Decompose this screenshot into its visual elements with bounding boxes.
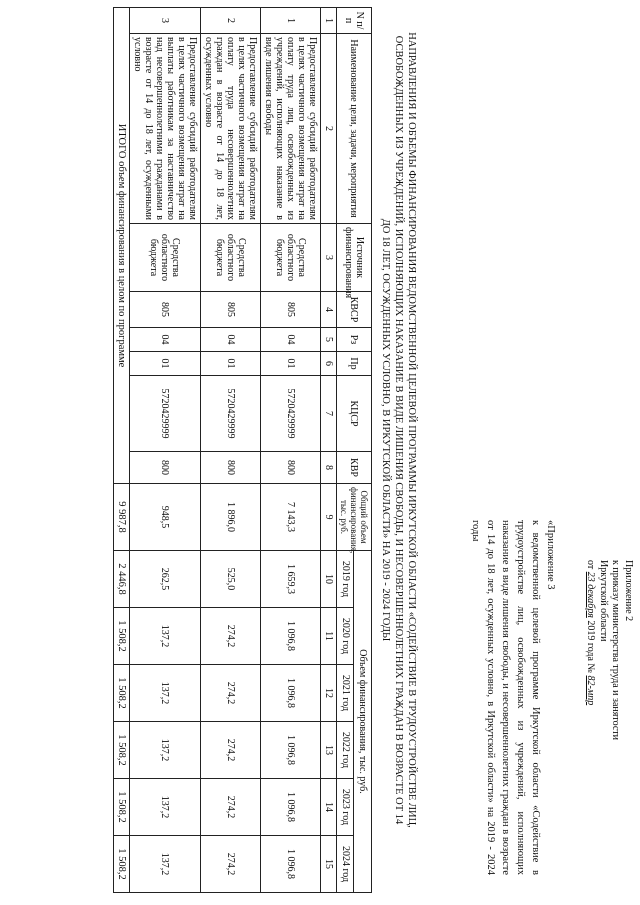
table-row [261, 8, 321, 893]
header-volume: Объем финансирования, тыс. руб. [354, 551, 372, 893]
row-year-value: 1 096,8 [261, 608, 321, 665]
header-num: N п/п [337, 8, 372, 34]
column-number: 5 [321, 328, 337, 352]
total-year-value: 1 508,2 [114, 836, 130, 893]
column-number: 1 [321, 8, 337, 34]
row-year-value: 1 096,8 [261, 836, 321, 893]
row-num: 1 [261, 8, 321, 34]
row-pr: 01 [130, 352, 201, 376]
appendix-date-line [584, 560, 597, 880]
row-kvsr: 805 [201, 292, 261, 328]
appendix-line: Иркутской области [598, 560, 609, 642]
total-row [114, 8, 130, 893]
program-appendix-body: к ведомственной целевой программе Иркутской области «Содействие в трудоустройстве лиц, освобожденных из учреждений, исполняющих наказание в виде лишения свободы, и несовершеннолетних граждан в возрасте от 14 до 18 лет, осужденных условно, в Иркутской области» на 2019 - 2024 годы [470, 520, 541, 875]
column-number: 9 [321, 484, 337, 551]
document-title: НАПРАВЛЕНИЯ И ОБЪЕМЫ ФИНАНСИРОВАНИЯ ВЕДОМСТВЕННОЙ ЦЕЛЕВОЙ ПРОГРАММЫ ИРКУТСКОЙ ОБЛАСТИ «СОДЕЙСТВИЕ В ТРУДОУСТРОЙСТВЕ ЛИЦ, ОСВОБОЖДЕННЫХ ИЗ УЧРЕЖДЕНИЙ, ИСПОЛНЯЮЩИХ НАКАЗАНИЕ В ВИДЕ ЛИШЕНИЯ СВОБОДЫ, И НЕСОВЕРШЕННОЛЕТНИХ ГРАЖДАН В ВОЗРАСТЕ ОТ 14 ДО 18 ЛЕТ, ОСУЖДЕННЫХ УСЛОВНО, В ИРКУТСКОЙ ОБЛАСТИ» НА 2019 - 2024 ГОДЫ [380, 32, 417, 828]
row-rz: 04 [201, 328, 261, 352]
row-year-value: 137,2 [130, 779, 201, 836]
row-year-value: 1 659,3 [261, 551, 321, 608]
total-year-value: 1 508,2 [114, 608, 130, 665]
row-pr: 01 [201, 352, 261, 376]
row-kvsr: 805 [261, 292, 321, 328]
row-year-value: 137,2 [130, 608, 201, 665]
total-sum: 9 987,8 [114, 484, 130, 551]
row-year-value: 274,2 [201, 608, 261, 665]
row-name: Предоставление субсидий работодателям в целях частичного возмещения затрат на оплату труда лиц, освобожденных из учреждений, исполняющих наказание в виде лишения свободы [261, 34, 321, 224]
appendix-from: от [585, 560, 597, 570]
header-row [354, 8, 372, 893]
header-kvr: КВР [337, 452, 372, 484]
header-source: Источник финансирования [337, 224, 372, 292]
column-number: 10 [321, 551, 337, 608]
row-kcsr: 5720429999 [130, 376, 201, 452]
row-year-value: 137,2 [130, 665, 201, 722]
table-row [130, 8, 201, 893]
total-year-value: 1 508,2 [114, 779, 130, 836]
row-num: 2 [201, 8, 261, 34]
appendix-order-number: 82-мпр [585, 675, 597, 706]
column-number: 7 [321, 376, 337, 452]
row-source: Средства областного бюджета [261, 224, 321, 292]
row-total: 948,5 [130, 484, 201, 551]
header-year: 2021 год [337, 665, 355, 722]
row-year-value: 274,2 [201, 665, 261, 722]
header-year: 2020 год [337, 608, 355, 665]
header-rz: Рз [337, 328, 372, 352]
column-number: 8 [321, 452, 337, 484]
table-row [201, 8, 261, 893]
appendix-year-no: 2019 года № [585, 620, 597, 673]
program-appendix-note [468, 520, 558, 875]
row-kvr: 800 [261, 452, 321, 484]
header-kvsr: КВСР [337, 292, 372, 328]
row-name: Предоставление субсидий работодателям в целях частичного возмещения затрат на оплату труда несовершеннолетних граждан в возрасте от 14 до 18 лет, осужденных условно [201, 34, 261, 224]
header-year: 2024 год [337, 836, 355, 893]
row-source: Средства областного бюджета [201, 224, 261, 292]
total-year-value: 1 508,2 [114, 722, 130, 779]
header-year: 2023 год [337, 779, 355, 836]
row-rz: 04 [130, 328, 201, 352]
column-number: 15 [321, 836, 337, 893]
header-name: Наименование цели, задачи, мероприятия [337, 34, 372, 224]
row-source: Средства областного бюджета [130, 224, 201, 292]
column-number: 2 [321, 34, 337, 224]
row-kvr: 800 [130, 452, 201, 484]
appendix-header [584, 560, 634, 880]
row-year-value: 1 096,8 [261, 779, 321, 836]
row-year-value: 1 096,8 [261, 722, 321, 779]
row-year-value: 262,5 [130, 551, 201, 608]
row-total: 7 143,3 [261, 484, 321, 551]
header-kcsr: КЦСР [337, 376, 372, 452]
row-year-value: 274,2 [201, 779, 261, 836]
header-year: 2022 год [337, 722, 355, 779]
appendix-date: 23 декабря [585, 571, 597, 618]
financing-table [113, 7, 372, 893]
total-label: ИТОГО объем финансирования в целом по программе [114, 8, 130, 484]
column-number: 4 [321, 292, 337, 328]
total-year-value: 1 508,2 [114, 665, 130, 722]
row-year-value: 274,2 [201, 722, 261, 779]
row-year-value: 274,2 [201, 836, 261, 893]
row-rz: 04 [261, 328, 321, 352]
row-total: 1 896,0 [201, 484, 261, 551]
column-number: 14 [321, 779, 337, 836]
column-number: 12 [321, 665, 337, 722]
column-number: 3 [321, 224, 337, 292]
appendix-line: Приложение 2 [623, 560, 634, 622]
column-number-row [321, 8, 337, 893]
row-name: Предоставление субсидий работодателям в целях частичного возмещения затрат на выплаты работникам за наставничество над несовершеннолетними гражданами в возрасте от 14 до 18 лет, осужденными условно [130, 34, 201, 224]
total-year-value: 2 446,8 [114, 551, 130, 608]
header-year: 2019 год [337, 551, 355, 608]
row-num: 3 [130, 8, 201, 34]
row-kvsr: 805 [130, 292, 201, 328]
row-kcsr: 5720429999 [201, 376, 261, 452]
row-kvr: 800 [201, 452, 261, 484]
row-year-value: 1 096,8 [261, 665, 321, 722]
row-pr: 01 [261, 352, 321, 376]
row-year-value: 137,2 [130, 722, 201, 779]
appendix-line: к приказу министерства труда и занятости [610, 560, 622, 741]
column-number: 13 [321, 722, 337, 779]
column-number: 6 [321, 352, 337, 376]
row-year-value: 525,0 [201, 551, 261, 608]
program-appendix-label: «Приложение 3 [545, 520, 556, 590]
row-kcsr: 5720429999 [261, 376, 321, 452]
column-number: 11 [321, 608, 337, 665]
header-pr: Пр [337, 352, 372, 376]
header-total: Общий объем финансирования, тыс. руб. [337, 484, 372, 551]
row-year-value: 137,2 [130, 836, 201, 893]
